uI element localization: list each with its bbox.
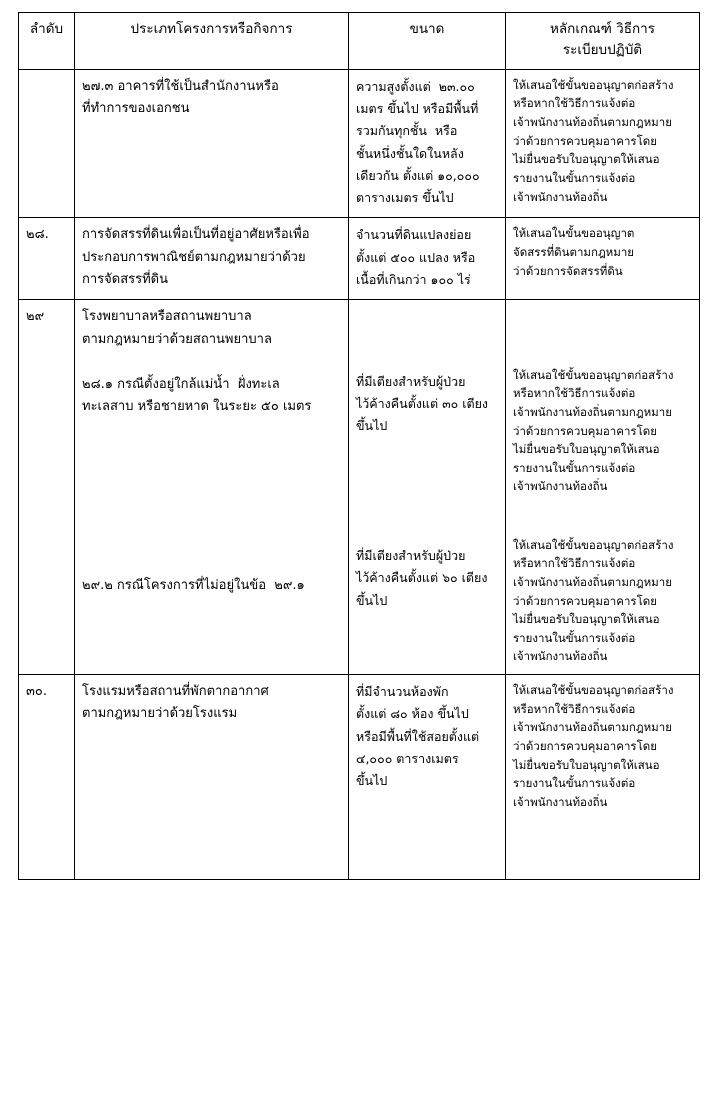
header-cell-seq xyxy=(19,13,75,70)
spacer xyxy=(356,459,498,481)
row-type: โรงพยาบาลหรือสถานพยาบาล ตามกฎหมายว่าด้วยสถานพยาบาล ๒๘.๑ กรณีตั้งอยู่ใกล้แม่น้ำ ฝั่งทะเล ทะเลสาบ หรือชายหาด ในระยะ ๕๐ เมตร ๒๙.๒ กรณีโครงการที่ไม่อยู่ในข้อ ๒๙.๑ xyxy=(75,300,349,675)
spacer xyxy=(513,496,692,516)
row-seq: ๒๘. xyxy=(19,218,75,300)
spacer xyxy=(513,326,692,346)
row-size: จำนวนที่ดินแปลงย่อย ตั้งแต่ ๕๐๐ แปลง หรือ เนื้อที่เกินกว่า ๑๐๐ ไร่ xyxy=(349,218,506,300)
spacer xyxy=(356,481,498,503)
regulation-table xyxy=(18,12,700,880)
header-rule-label-line2: ระเบียบปฏิบัติ xyxy=(562,41,643,58)
header-rule-label-line1: หลักเกณฑ์ วิธีการ xyxy=(550,21,655,37)
table-header-row xyxy=(19,13,700,70)
sub-item-29-1-line2: ทะเลสาบ หรือชายหาด ในระยะ ๕๐ เมตร xyxy=(82,398,312,414)
row-type: การจัดสรรที่ดินเพื่อเป็นที่อยู่อาศัยหรือเพื่อ ประกอบการพาณิชย์ตามกฎหมายว่าด้วย การจัดสรรที่ดิน xyxy=(75,218,349,300)
spacer xyxy=(82,463,341,485)
row-rule: ให้เสนอใช้ขั้นขออนุญาตก่อสร้าง หรือหากใช้วิธีการแจ้งต่อ เจ้าพนักงานท้องถิ่นตามกฎหมาย ว่าด้วยการควบคุมอาคารโดย ไม่ยื่นขอรับใบอนุญาตให้เสนอ รายงานในขั้นการแจ้งต่อ เจ้าพนักงานท้องถิ่น xyxy=(506,69,700,218)
row-size: ที่มีจำนวนห้องพัก ตั้งแต่ ๘๐ ห้อง ขึ้นไป หรือมีพื้นที่ใช้สอยตั้งแต่ ๔,๐๐๐ ตารางเมตร ขึ้นไป xyxy=(349,675,506,880)
header-seq-label: ลำดับ xyxy=(29,21,64,37)
table-row xyxy=(19,675,700,880)
spacer xyxy=(356,524,498,546)
row-rule: ให้เสนอในขั้นขออนุญาต จัดสรรที่ดินตามกฎหมาย ว่าด้วยการจัดสรรที่ดิน xyxy=(506,218,700,300)
table-row xyxy=(19,300,700,675)
header-cell-type xyxy=(75,13,349,70)
spacer xyxy=(356,306,498,328)
spacer xyxy=(356,328,498,350)
spacer xyxy=(513,831,692,851)
row-size: ที่มีเตียงสำหรับผู้ป่วย ไว้ค้างคืนตั้งแต่ ๓๐ เตียง ขึ้นไป ที่มีเตียงสำหรับผู้ป่วย ไว้ค้างคืนตั้งแต่ ๖๐ เตียง ขึ้นไป xyxy=(349,300,506,675)
table-row xyxy=(19,69,700,218)
row-rule: ให้เสนอใช้ขั้นขออนุญาตก่อสร้าง หรือหากใช้วิธีการแจ้งต่อ เจ้าพนักงานท้องถิ่นตามกฎหมาย ว่าด้วยการควบคุมอาคารโดย ไม่ยื่นขอรับใบอนุญาตให้เสนอ รายงานในขั้นการแจ้งต่อ เจ้าพนักงานท้องถิ่น xyxy=(506,675,700,880)
spacer xyxy=(82,508,341,530)
row-seq: ๒๙ xyxy=(19,300,75,675)
spacer xyxy=(82,552,341,574)
row-seq xyxy=(19,69,75,218)
table-body xyxy=(19,69,700,879)
spacer xyxy=(513,346,692,366)
spacer xyxy=(513,306,692,326)
sub-item-29-1-line1: ๒๘.๑ กรณีตั้งอยู่ใกล้แม่น้ำ ฝั่งทะเล xyxy=(82,376,280,392)
spacer xyxy=(513,851,692,871)
row-type: ๒๗.๓ อาคารที่ใช้เป็นสำนักงานหรือ ที่ทำการของเอกชน xyxy=(75,69,349,218)
spacer xyxy=(82,418,341,440)
spacer xyxy=(356,502,498,524)
spacer xyxy=(356,438,498,460)
table-row xyxy=(19,218,700,300)
header-size-label: ขนาด xyxy=(409,21,445,37)
spacer xyxy=(513,811,692,831)
row-size: ความสูงตั้งแต่ ๒๓.๐๐ เมตร ขึ้นไป หรือมีพื้นที่ รวมกันทุกชั้น หรือ ชั้นหนึ่งชั้นใดในหลัง เดียวกัน ตั้งแต่ ๑๐,๐๐๐ ตารางเมตร ขึ้นไป xyxy=(349,69,506,218)
spacer xyxy=(82,441,341,463)
table-header xyxy=(19,13,700,70)
sub-item-29-2-line1: ๒๙.๒ กรณีโครงการที่ไม่อยู่ในข้อ ๒๙.๑ xyxy=(82,577,305,593)
header-type-label: ประเภทโครงการหรือกิจการ xyxy=(130,21,293,37)
header-cell-size xyxy=(349,13,506,70)
spacer xyxy=(356,349,498,371)
spacer xyxy=(82,530,341,552)
row-rule: ให้เสนอใช้ขั้นขออนุญาตก่อสร้าง หรือหากใช้วิธีการแจ้งต่อ เจ้าพนักงานท้องถิ่นตามกฎหมาย ว่าด้วยการควบคุมอาคารโดย ไม่ยื่นขอรับใบอนุญาตให้เสนอ รายงานในขั้นการแจ้งต่อ เจ้าพนักงานท้องถิ่น ให้เสนอใช้ขั้นขออนุญาตก่อสร้าง หรือหากใช้วิธีการแจ้งต่อ เจ้าพนักงานท้องถิ่นตามกฎหมาย ว่าด้วยการควบคุมอาคารโดย ไม่ยื่นขอรับใบอนุญาตให้เสนอ รายงานในขั้นการแจ้งต่อ เจ้าพนักงานท้องถิ่น xyxy=(506,300,700,675)
row-type: โรงแรมหรือสถานที่พักตากอากาศ ตามกฎหมายว่าด้วยโรงแรม xyxy=(75,675,349,880)
row-seq: ๓๐. xyxy=(19,675,75,880)
spacer xyxy=(82,351,341,373)
spacer xyxy=(513,516,692,536)
spacer xyxy=(82,485,341,507)
header-cell-rule xyxy=(506,13,700,70)
